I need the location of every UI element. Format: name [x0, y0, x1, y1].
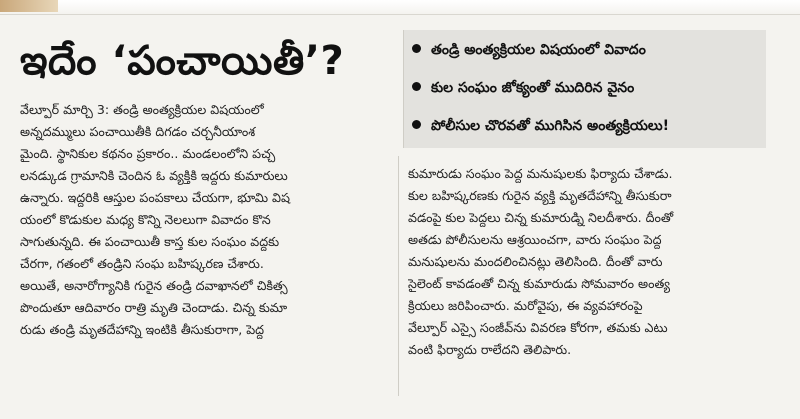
body-line: యంలో కొడుకుల మధ్య కొన్ని నెలలుగా వివాదం కొన [20, 212, 271, 227]
highlight-item [412, 114, 669, 138]
body-line: ఉన్నారు. ఇద్దరికి ఆస్తుల పంపకాలు చేయగా, భూమి విష [20, 190, 290, 205]
body-line: కుమారుడు సంఘం పెద్ద మనుషులకు ఫిర్యాదు చేశాడు. [408, 166, 673, 181]
highlight-text: తండ్రి అంత్యక్రియల విషయంలో వివాదం [431, 42, 646, 58]
bullet-icon [412, 120, 421, 129]
body-line: చేరగా, గతంలో తండ్రిని సంఘ బహిష్కరణ చేశారు. [20, 256, 264, 271]
body-line: లనడ్కుడ గ్రామానికి చెందిన ఓ వ్యక్తికి ఇద్దరు కుమారులు [20, 168, 288, 183]
body-line: క్రియలు జరిపించారు. మరోవైపు, ఈ వ్యవహారంపై [408, 298, 643, 313]
cropped-text-fragment [330, 0, 390, 10]
column-divider [398, 156, 399, 396]
highlight-item [412, 76, 634, 100]
body-line: సైలెంట్ కావడంతో చిన్న కుమారుడు సోమవారం అంత్య [408, 276, 670, 291]
body-line: అయితే, అనారోగ్యానికి గురైన తండ్రి దవాఖానలో చికిత్స [20, 278, 288, 293]
body-line: సాగుతున్నది. ఈ పంచాయితీ కాస్త కుల సంఘం వద్దకు [20, 234, 280, 249]
body-line: వంటి ఫిర్యాదు రాలేదని తెలిపారు. [408, 342, 572, 357]
bullet-icon [412, 44, 421, 53]
body-line: వేల్పూర్ ఎస్సై సంజీవ్‌ను వివరణ కోరగా, తమకు ఎటు [408, 320, 668, 335]
top-strip [0, 0, 800, 15]
body-line: పొందుతూ ఆదివారం రాత్రి మృతి చెందాడు. చిన్న కుమా [20, 300, 288, 315]
body-line: వేల్పూర్ మార్చి 3: తండ్రి అంత్యక్రియల విషయంలో [20, 102, 264, 117]
body-line: అతడు పోలీసులను ఆశ్రయించగా, వారు సంఘం పెద్ద [408, 232, 662, 247]
body-line: కుల బహిష్కరణకు గురైన వ్యక్తి మృతదేహాన్ని తీసుకురా [408, 188, 672, 203]
body-line: అన్నదమ్ములు పంచాయితీకి దిగడం చర్చనీయాంశ [20, 124, 256, 139]
highlights-box [403, 30, 766, 148]
highlight-item [412, 38, 646, 62]
article-body-left-column [20, 99, 392, 341]
highlight-text: కుల సంఘం జోక్యంతో ముదిరిన వైనం [431, 80, 635, 96]
highlight-text: పోలీసుల చొరవతో ముగిసిన అంత్యక్రియలు! [431, 118, 670, 134]
body-line: రుడు తండ్రి మృతదేహాన్ని ఇంటికి తీసుకురాగా, పెద్ద [20, 322, 265, 337]
article-headline: ఇదేం ‘పంచాయితీ’? [20, 38, 345, 84]
body-line: మైంది. స్థానికుల కథనం ప్రకారం.. మండలంలోని పచ్చ [20, 146, 276, 161]
body-line: మనుషులను మందలించినట్లు తెలిసింది. దీంతో వారు [408, 254, 663, 269]
bullet-icon [412, 82, 421, 91]
cropped-text-fragment [520, 0, 580, 10]
photo-fragment [0, 0, 58, 12]
article-body-right-column [408, 163, 768, 361]
body-line: వడంపై కుల పెద్దలు చిన్న కుమారుడ్ని నిలదీశారు. దీంతో [408, 210, 674, 225]
